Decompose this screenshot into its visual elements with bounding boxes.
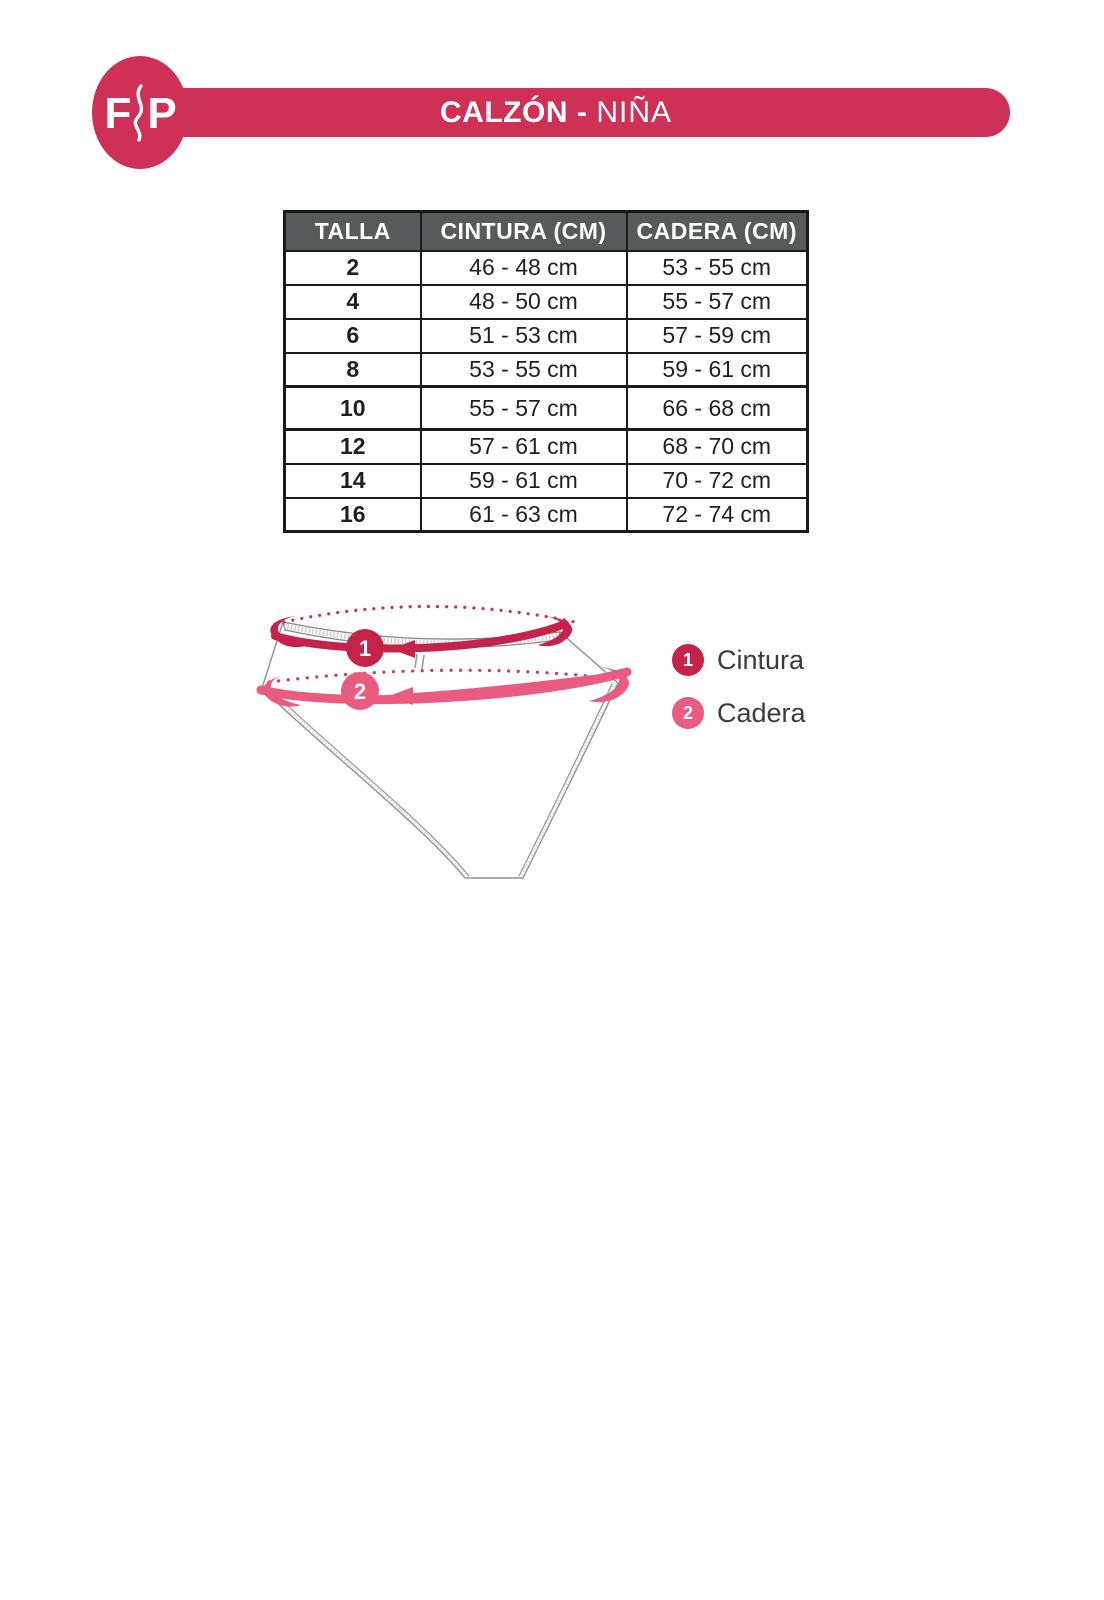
page-title-sub: NIÑA [596,95,672,129]
size-table [283,210,809,533]
brand-logo [92,56,188,169]
size-cell: 16 [285,498,421,532]
waist-marker-number: 1 [358,636,372,661]
header-talla: TALLA [285,212,421,251]
logo-letter-p: P [147,89,177,138]
table-row [285,498,808,532]
header-cintura: CINTURA (CM) [421,212,627,251]
cintura-cell: 55 - 57 cm [421,387,627,430]
table-row [285,387,808,430]
cintura-cell: 59 - 61 cm [421,464,627,498]
underwear-diagram-icon [245,578,645,888]
header-banner [160,88,1010,137]
cadera-cell: 57 - 59 cm [627,319,808,353]
cadera-cell: 55 - 57 cm [627,285,808,319]
size-cell: 6 [285,319,421,353]
cintura-cell: 61 - 63 cm [421,498,627,532]
cadera-cell: 53 - 55 cm [627,251,808,285]
table-row [285,464,808,498]
cintura-cell: 51 - 53 cm [421,319,627,353]
table-row [285,319,808,353]
header-cadera: CADERA (CM) [627,212,808,251]
table-row [285,285,808,319]
cadera-cell: 59 - 61 cm [627,353,808,387]
size-cell: 12 [285,430,421,464]
size-cell: 8 [285,353,421,387]
cadera-cell: 70 - 72 cm [627,464,808,498]
logo-letter-f: F [104,89,132,138]
size-cell: 10 [285,387,421,430]
cadera-cell: 66 - 68 cm [627,387,808,430]
cintura-cell: 48 - 50 cm [421,285,627,319]
legend-label-cadera: Cadera [717,697,806,728]
legend-item-cadera [672,697,806,729]
legend-badge-2: 2 [672,697,704,729]
table-row [285,353,808,387]
size-cell: 2 [285,251,421,285]
table-row [285,251,808,285]
cintura-cell: 46 - 48 cm [421,251,627,285]
measurement-diagram [245,578,645,888]
hip-marker-number: 2 [353,679,367,704]
cadera-cell: 72 - 74 cm [627,498,808,532]
cintura-cell: 53 - 55 cm [421,353,627,387]
legend-item-cintura [672,644,806,676]
size-cell: 4 [285,285,421,319]
cadera-cell: 68 - 70 cm [627,430,808,464]
cintura-cell: 57 - 61 cm [421,430,627,464]
page-title-main: CALZÓN - [440,95,588,129]
legend-badge-1: 1 [672,644,704,676]
table-row [285,430,808,464]
size-cell: 14 [285,464,421,498]
legend [672,644,806,750]
table-header-row [285,212,808,251]
legend-label-cintura: Cintura [717,644,805,675]
logo-icon [92,56,188,169]
